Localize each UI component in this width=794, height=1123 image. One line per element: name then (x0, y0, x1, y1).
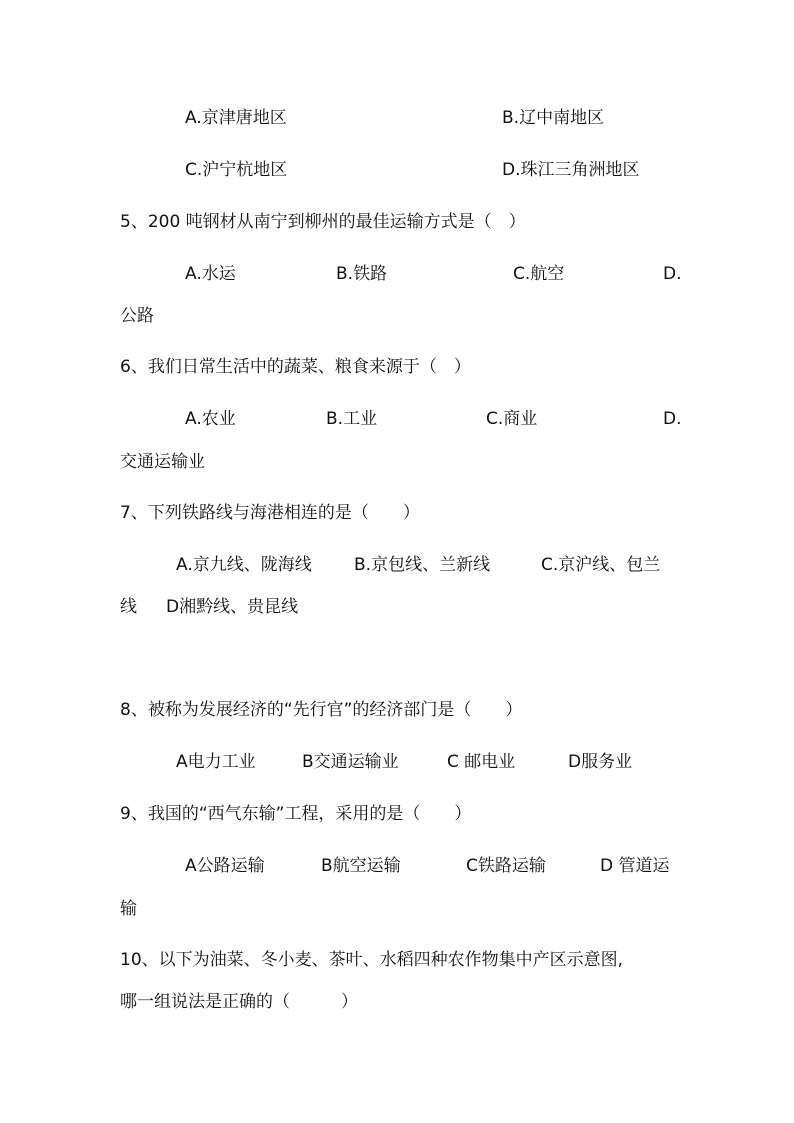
q7-option-c: C.京沪线、包兰 (541, 555, 661, 575)
q9-option-b: B航空运输 (321, 856, 401, 876)
q10-stem-line2: 哪一组说法是正确的（ ） (120, 992, 358, 1012)
q7-option-b: B.京包线、兰新线 (354, 555, 491, 575)
q5-option-b: B.铁路 (336, 264, 388, 284)
q9-option-a: A公路运输 (185, 856, 265, 876)
q4-option-d: D.珠江三角洲地区 (502, 160, 640, 180)
q9-option-c: C铁路运输 (466, 856, 546, 876)
q6-stem: 6、我们日常生活中的蔬菜、粮食来源于（ ） (120, 357, 471, 377)
q6-option-a: A.农业 (185, 409, 236, 429)
q8-option-b: B交通运输业 (302, 752, 399, 772)
q9-option-d: D 管道运 (600, 856, 670, 876)
q7-stem: 7、下列铁路线与海港相连的是（ ） (120, 503, 420, 523)
q8-stem: 8、被称为发展经济的“先行官”的经济部门是（ ） (120, 700, 523, 720)
q8-option-a: A电力工业 (176, 752, 256, 772)
q8-option-d: D服务业 (568, 752, 633, 772)
q6-option-d: D. (663, 409, 682, 429)
q8-option-c: C 邮电业 (447, 752, 516, 772)
q5-option-d-continued: 公路 (120, 306, 154, 326)
q4-option-c: C.沪宁杭地区 (185, 160, 288, 180)
q6-option-b: B.工业 (326, 409, 378, 429)
q9-option-d-continued: 输 (120, 899, 137, 919)
q6-option-c: C.商业 (486, 409, 538, 429)
q7-option-a: A.京九线、陇海线 (176, 555, 312, 575)
q5-stem: 5、200 吨钢材从南宁到柳州的最佳运输方式是（ ） (120, 212, 526, 232)
q5-option-a: A.水运 (185, 264, 236, 284)
q10-stem-line1: 10、以下为油菜、冬小麦、茶叶、水稻四种农作物集中产区示意图, (120, 950, 624, 970)
q4-option-a: A.京津唐地区 (185, 108, 287, 128)
q7-option-c-continued: 线 (120, 597, 137, 617)
q9-stem: 9、我国的“西气东输”工程，采用的是（ ） (120, 804, 472, 824)
q5-option-d: D. (663, 264, 682, 284)
q6-option-d-continued: 交通运输业 (120, 452, 205, 472)
q7-option-d: D湘黔线、贵昆线 (166, 597, 299, 617)
q4-option-b: B.辽中南地区 (502, 108, 605, 128)
q5-option-c: C.航空 (513, 264, 565, 284)
